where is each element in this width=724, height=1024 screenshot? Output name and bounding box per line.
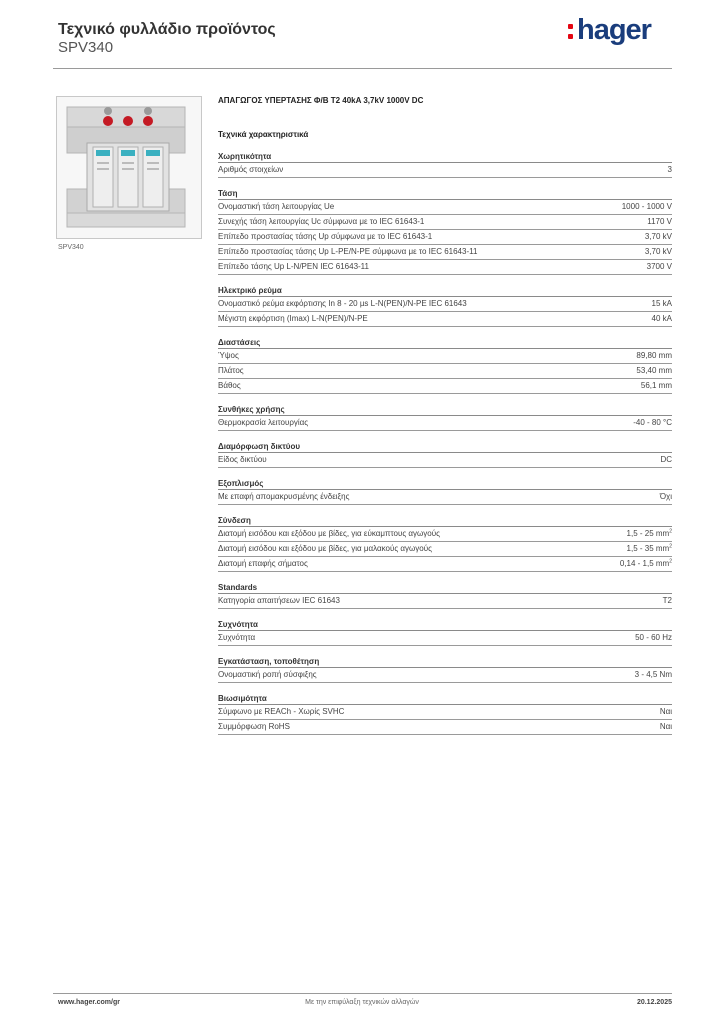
spec-group-title: Εξοπλισμός (218, 478, 672, 490)
spec-value-cell (645, 245, 672, 259)
spec-label: Θερμοκρασία λειτουργίας (218, 418, 309, 427)
logo-text: hager (577, 14, 651, 46)
spec-row (218, 245, 672, 260)
spec-group (218, 404, 672, 431)
spec-label: Επίπεδο τάσης Up L-N/PEN IEC 61643-11 (218, 262, 369, 271)
spec-row (218, 631, 672, 646)
spec-value: 40 kA (651, 314, 672, 323)
spec-group (218, 441, 672, 468)
spec-row (218, 705, 672, 720)
spec-row (218, 312, 672, 327)
section-heading: Τεχνικά χαρακτηριστικά (218, 130, 309, 139)
spec-label: Επίπεδο προστασίας τάσης Up σύμφωνα με το IEC 61643-1 (218, 232, 433, 241)
spec-label: Βάθος (218, 381, 241, 390)
spec-value-cell (627, 542, 672, 556)
spec-label: Κατηγορία απαιτήσεων IEC 61643 (218, 596, 340, 605)
spec-value-cell (645, 230, 672, 244)
spec-group (218, 619, 672, 646)
spec-value-cell (636, 364, 672, 378)
spec-group (218, 693, 672, 735)
spec-value-cell (636, 349, 672, 363)
spec-label: Με επαφή απομακρυσμένης ένδειξης (218, 492, 350, 501)
spec-row (218, 349, 672, 364)
spec-value-cell (641, 379, 672, 393)
spec-label: Ύψος (218, 351, 239, 360)
spec-value-cell (652, 297, 672, 311)
spec-value: 1000 - 1000 V (621, 202, 672, 211)
spec-value-cell (635, 631, 672, 645)
spec-group-title: Τάση (218, 188, 672, 200)
spec-group-title: Συχνότητα (218, 619, 672, 631)
spec-value: 3,70 kV (644, 247, 672, 256)
spec-value: 3,70 kV (644, 232, 672, 241)
spec-value: Ναι (659, 707, 672, 716)
spec-value-cell (660, 720, 672, 734)
footer-website: www.hager.com/gr (58, 999, 120, 1006)
spec-group (218, 188, 672, 275)
spec-value-cell (633, 416, 672, 430)
spec-label: Συχνότητα (218, 633, 256, 642)
spec-value: Όχι (659, 492, 672, 501)
spec-row (218, 453, 672, 468)
document-title: Τεχνικό φυλλάδιο προϊόντος (58, 21, 276, 38)
spec-row (218, 527, 672, 542)
spec-group (218, 151, 672, 178)
spec-label: Συνεχής τάση λειτουργίας Uc σύμφωνα με το IEC 61643-1 (218, 217, 425, 226)
spec-group (218, 656, 672, 683)
spec-value: 15 kA (651, 299, 672, 308)
spec-group (218, 582, 672, 609)
spec-label: Ονομαστική τάση λειτουργίας Ue (218, 202, 335, 211)
spec-value-cell (622, 200, 672, 214)
spec-value-cell (660, 453, 672, 467)
logo-dot-icon (568, 34, 573, 39)
spec-value-cell (647, 215, 672, 229)
spec-value-cell (620, 557, 672, 571)
spec-group (218, 337, 672, 394)
spec-value-cell (652, 312, 672, 326)
spec-value-cell (627, 527, 672, 541)
spec-value: 3 - 4,5 Nm (634, 670, 672, 679)
spec-value: Ναι (659, 722, 672, 731)
spec-group-title: Εγκατάσταση, τοποθέτηση (218, 656, 672, 668)
spec-group-title: Χωρητικότητα (218, 151, 672, 163)
spec-value-superscript: 2 (669, 543, 672, 550)
spec-label: Συμμόρφωση RoHS (218, 722, 290, 731)
spec-row (218, 215, 672, 230)
spec-value: 3 (667, 165, 672, 174)
spec-group (218, 285, 672, 327)
spec-label: Ονομαστικό ρεύμα εκφόρτισης In 8 - 20 µs L-N(PEN)/N-PE IEC 61643 (218, 299, 467, 308)
spec-label: Επίπεδο προστασίας τάσης Up L-PE/N-PE σύμφωνα με το IEC 61643-11 (218, 247, 478, 256)
image-caption: SPV340 (58, 244, 84, 251)
spec-value: 56,1 mm (640, 381, 672, 390)
spec-value-superscript: 2 (669, 528, 672, 535)
spec-group-title: Συνθήκες χρήσης (218, 404, 672, 416)
footer-date: 20.12.2025 (636, 999, 672, 1006)
spec-row (218, 542, 672, 557)
spec-label: Είδος δικτύου (218, 455, 267, 464)
surge-arrester-icon (57, 97, 201, 238)
spec-value: 1,5 - 35 mm (626, 544, 670, 553)
spec-group (218, 515, 672, 572)
spec-label: Πλάτος (218, 366, 244, 375)
spec-group-title: Standards (218, 582, 672, 594)
spec-label: Διατομή εισόδου και εξόδου με βίδες, για εύκαμπτους αγωγούς (218, 529, 440, 538)
spec-row (218, 260, 672, 275)
product-image (56, 96, 202, 239)
spec-group-title: Ηλεκτρικό ρεύμα (218, 285, 672, 297)
header-divider (53, 68, 672, 69)
footer-notice: Με την επιφύλαξη τεχνικών αλλαγών (305, 999, 419, 1006)
product-description: ΑΠΑΓΩΓΟΣ ΥΠΕΡΤΑΣΗΣ Φ/Β T2 40kA 3,7kV 1000V DC (218, 96, 424, 105)
spec-label: Σύμφωνο με REACh - Χωρίς SVHC (218, 707, 345, 716)
spec-value-cell (668, 163, 672, 177)
spec-value: DC (660, 455, 672, 464)
spec-value: 1,5 - 25 mm (626, 529, 670, 538)
spec-group (218, 478, 672, 505)
spec-value: 3700 V (646, 262, 672, 271)
spec-value-cell (647, 260, 672, 274)
spec-row (218, 200, 672, 215)
spec-groups (218, 151, 672, 735)
spec-value-cell (635, 668, 672, 682)
spec-group-title: Βιωσιμότητα (218, 693, 672, 705)
spec-group-title: Σύνδεση (218, 515, 672, 527)
spec-label: Διατομή εισόδου και εξόδου με βίδες, για μαλακούς αγωγούς (218, 544, 432, 553)
spec-row (218, 720, 672, 735)
spec-value: 50 - 60 Hz (635, 633, 672, 642)
spec-row (218, 594, 672, 609)
spec-content (218, 96, 672, 735)
spec-label: Διατομή επαφής σήματος (218, 559, 308, 568)
spec-value: 1170 V (647, 217, 672, 226)
spec-row (218, 364, 672, 379)
spec-row (218, 490, 672, 505)
footer-divider (53, 993, 672, 994)
spec-value-superscript: 2 (669, 558, 672, 565)
spec-row (218, 230, 672, 245)
product-code: SPV340 (58, 39, 114, 56)
spec-label: Ονομαστική ροπή σύσφιξης (218, 670, 317, 679)
spec-value-cell (660, 490, 672, 504)
spec-value: 53,40 mm (636, 366, 672, 375)
spec-value-cell (660, 705, 672, 719)
spec-row (218, 416, 672, 431)
spec-row (218, 163, 672, 178)
spec-value: 89,80 mm (636, 351, 672, 360)
spec-row (218, 379, 672, 394)
spec-value: T2 (662, 596, 672, 605)
spec-row (218, 557, 672, 572)
logo-dot-icon (568, 24, 573, 29)
spec-row (218, 297, 672, 312)
spec-label: Αριθμός στοιχείων (218, 165, 284, 174)
spec-label: Μέγιστη εκφόρτιση (Imax) L-N(PEN)/N-PE (218, 314, 368, 323)
spec-group-title: Διαστάσεις (218, 337, 672, 349)
spec-value: -40 - 80 °C (633, 418, 672, 427)
spec-value: 0,14 - 1,5 mm (619, 559, 670, 568)
spec-group-title: Διαμόρφωση δικτύου (218, 441, 672, 453)
spec-value-cell (663, 594, 672, 608)
spec-row (218, 668, 672, 683)
